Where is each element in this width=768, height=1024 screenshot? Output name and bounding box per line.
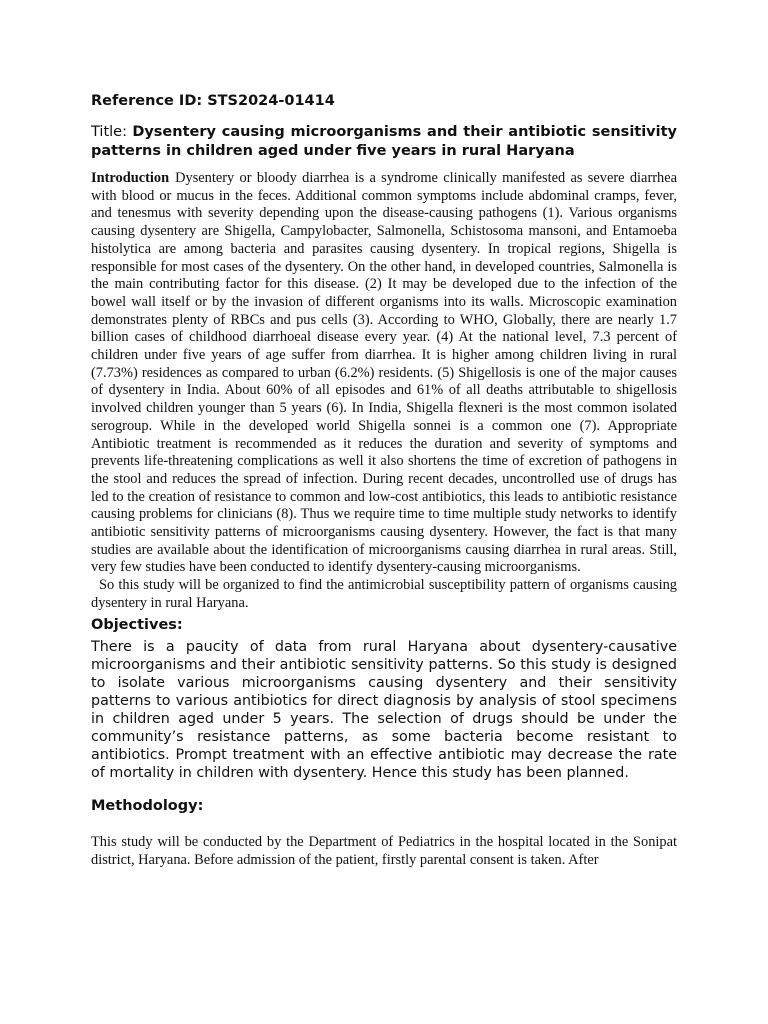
objectives-body: There is a paucity of data from rural Haryana about dysentery-causative microorganisms and their antibiotic sensitivity patterns. So this study is designed to isolate various microorganisms causing dysentery and their sensitivity patterns to various antibiotics for direct diagnosis by analysis of stool specimens in children aged under 5 years. The selection of drugs should be under the community’s resistance patterns, as some bacteria become resistant to antibiotics. Prompt treatment with an effective antibiotic may decrease the rate of mortality in children with dysentery. Hence this study has been planned. [91, 638, 677, 782]
methodology-heading: Methodology: [91, 798, 204, 815]
introduction-section [91, 170, 677, 613]
introduction-paragraph-1: Dysentery or bloody diarrhea is a syndrome clinically manifested as severe diarrhea with blood or mucus in the feces. Additional common symptoms include abdominal cramps, fever, and tenesmus with severity depending upon the disease-causing pathogens (1). Various organisms causing dysentery are Shigella, Campylobacter, Salmonella, Schistosoma mansoni, and Entamoeba histolytica are among bacteria and parasites causing dysentery. In tropical regions, Shigella is responsible for most cases of the dysentery. On the other hand, in developed countries, Salmonella is the main contributing factor for this disease. (2) It may be developed due to the infection of the bowel wall itself or by the invasion of different organisms into its walls. Microscopic examination demonstrates plenty of RBCs and pus cells (3). According to WHO, Globally, there are nearly 1.7 billion cases of childhood diarrhoeal disease every year. (4) At the national level, 7.3 percent of children under five years of age suffer from diarrhea. It is higher among children living in rural (7.73%) residences as compared to urban (6.2%) residents. (5) Shigellosis is one of the major causes of dysentery in India. About 60% of all episodes and 61% of all deaths attributable to shigellosis involved children younger than 5 years (6). In India, Shigella flexneri is the most common isolated serogroup. While in the developed world Shigella sonnei is a common one (7). Appropriate Antibiotic treatment is recommended as it reduces the duration and severity of symptoms and prevents life-threatening complications as well it also shortens the time of excretion of pathogens in the stool and reduces the spread of infection. During recent decades, uncontrolled use of drugs has led to the creation of resistance to common and low-cost antibiotics, this leads to antibiotic resistance causing problems for clinicians (8). Thus we require time to time multiple study networks to identify antibiotic sensitivity patterns of microorganisms causing dysentery. However, the fact is that many studies are available about the identification of microorganisms causing diarrhea in rural areas. Still, very few studies have been conducted to identify dysentery-causing microorganisms. [91, 170, 677, 576]
title-text: Dysentery causing microorganisms and their antibiotic sensitivity patterns in children aged under five years in rural Haryana [91, 124, 677, 159]
reference-id: Reference ID: STS2024-01414 [91, 93, 335, 109]
title-separator: : [122, 124, 133, 140]
introduction-heading: Introduction [91, 170, 170, 186]
document-page [91, 92, 677, 869]
title-label: Title [91, 124, 123, 140]
objectives-heading: Objectives: [91, 616, 183, 633]
document-title [91, 123, 677, 161]
introduction-paragraph-2: So this study will be organized to find the antimicrobial susceptibility pattern of organisms causing dysentery in rural Haryana. [91, 577, 677, 611]
methodology-body: This study will be conducted by the Department of Pediatrics in the hospital located in the Sonipat district, Haryana. Before admission of the patient, firstly parental consent is taken. After [91, 834, 677, 869]
